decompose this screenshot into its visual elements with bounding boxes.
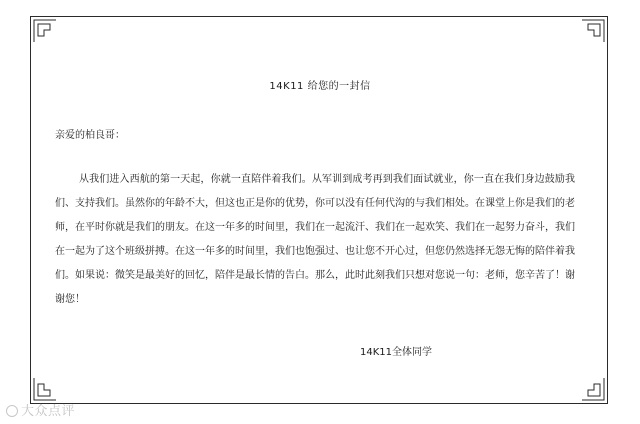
watermark-logo-icon bbox=[6, 405, 18, 417]
letter-body: 从我们进入西航的第一天起，你就一直陪伴着我们。从军训到成考再到我们面试就业，你一直在我们身边鼓励我们、支持我们。虽然你的年龄不大，但这也正是你的优势，你可以没有任何代沟的与我们相处。在课堂上你是我们的老师，在平时你就是我们的朋友。在这一年多的时间里，我们在一起流汗、我们在一起欢笑、我们在一起努力奋斗，我们在一起为了这个班级拼搏。在这一年多的时间里，我们也饱强过、也让您不开心过，但您仍然选择无怨无悔的陪伴着我们。如果说：微笑是最美好的回忆，陪伴是最长情的告白。那么，此时此刻我们只想对您说一句：老师，您辛苦了！谢谢您！ bbox=[55, 174, 575, 305]
letter-title: 14K11 给您的一封信 bbox=[269, 81, 371, 92]
letter-greeting: 亲爱的柏良哥： bbox=[55, 130, 125, 141]
watermark bbox=[6, 400, 75, 419]
watermark-text: 大众点评 bbox=[21, 404, 76, 419]
letter-signature: 14K11全体同学 bbox=[360, 347, 433, 358]
